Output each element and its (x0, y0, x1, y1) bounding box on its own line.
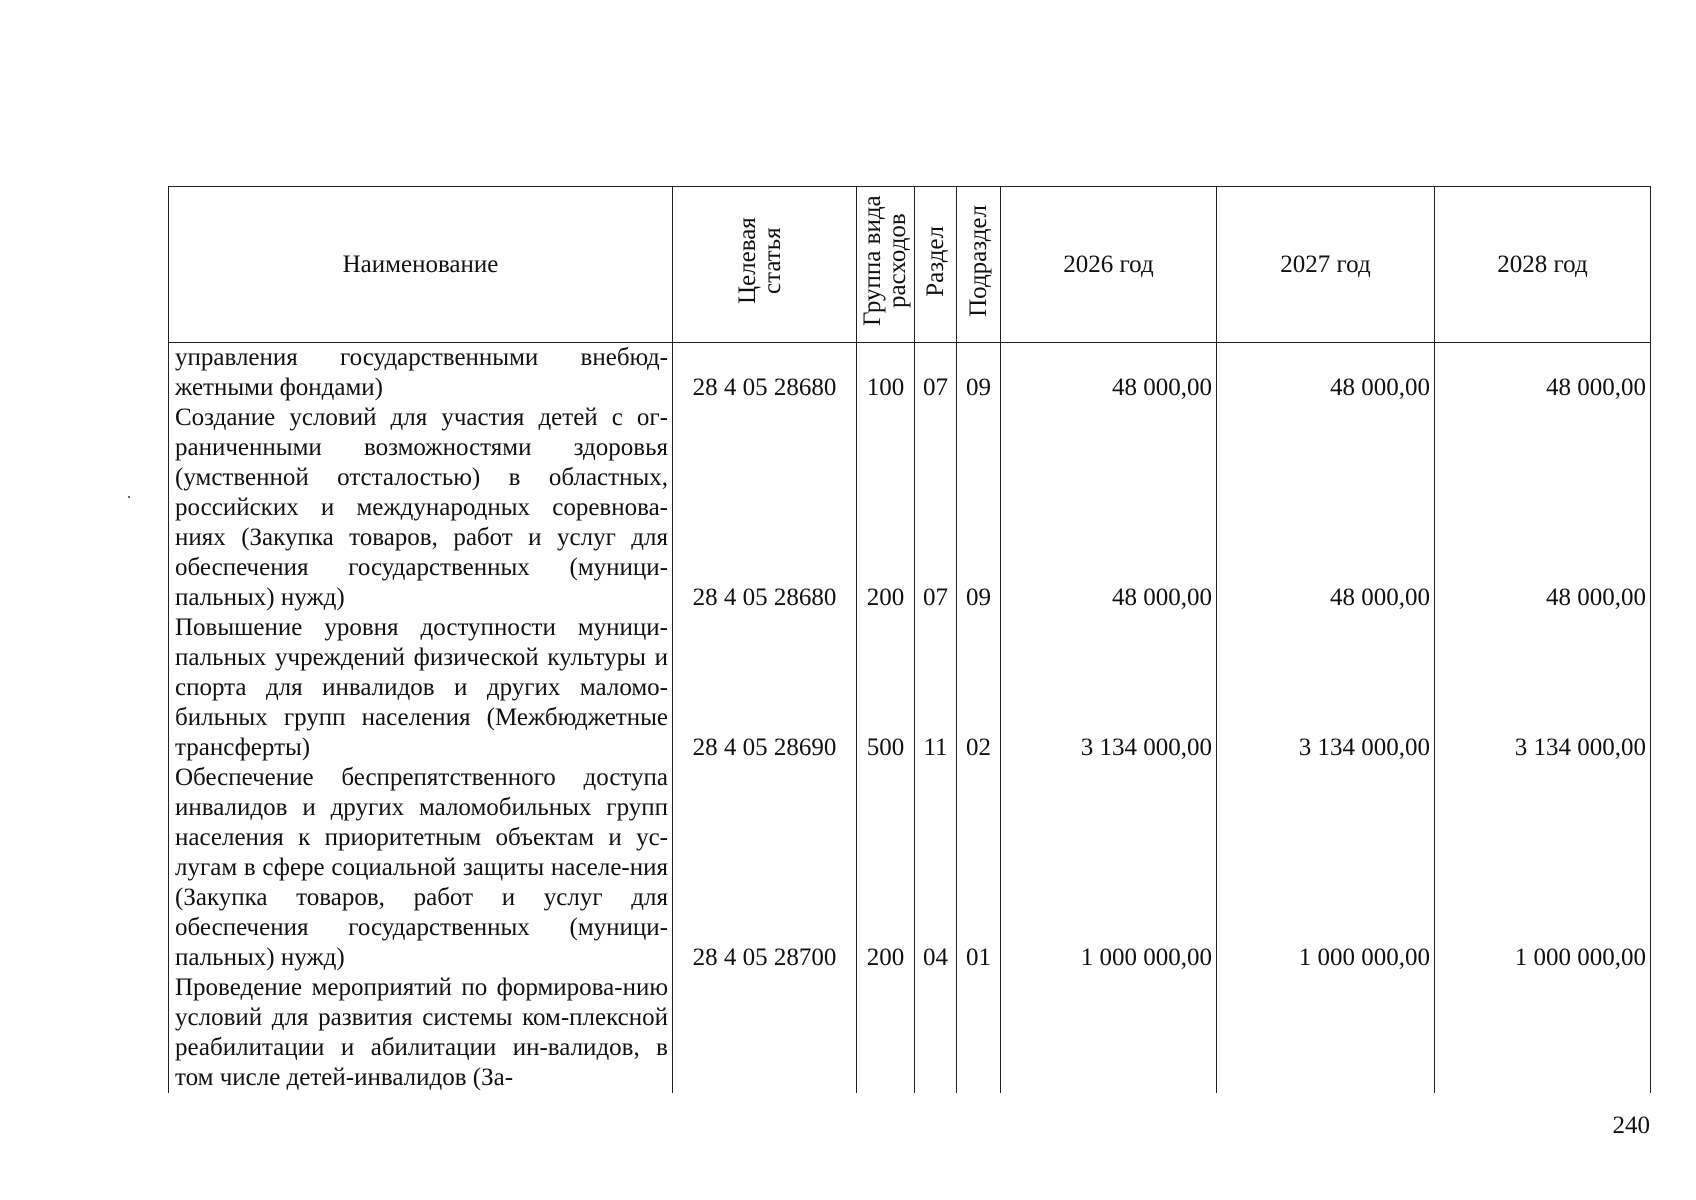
row-sum-2026: 48 000,00 (1001, 343, 1217, 404)
header-year-2028: 2028 год (1435, 187, 1651, 343)
page-number: 240 (1612, 1112, 1650, 1139)
table-row (169, 613, 1651, 763)
scan-speck (128, 496, 130, 498)
table-row (169, 763, 1651, 973)
row-section (915, 973, 957, 1093)
row-section: 07 (915, 403, 957, 613)
row-sum-2028: 48 000,00 (1435, 343, 1651, 404)
header-subsection: Подраздел (957, 187, 1001, 343)
row-section: 04 (915, 763, 957, 973)
header-year-2027: 2027 год (1217, 187, 1435, 343)
row-subsection: 09 (957, 403, 1001, 613)
header-section: Раздел (915, 187, 957, 343)
row-name: Обеспечение беспрепятственного доступа инвалидов и других маломобильных групп населения к приоритетным объектам и ус-лугам в сфере социальной защиты населе-ния (Закупка товаров, работ и услуг для обеспечения государственных (муници-пальных) нужд) (169, 763, 673, 973)
row-expense-group: 500 (857, 613, 915, 763)
table-row (169, 403, 1651, 613)
header-name: Наименование (169, 187, 673, 343)
table-row (169, 343, 1651, 404)
row-target-article (673, 973, 857, 1093)
row-sum-2026: 3 134 000,00 (1001, 613, 1217, 763)
row-sum-2026: 1 000 000,00 (1001, 763, 1217, 973)
row-target-article: 28 4 05 28700 (673, 763, 857, 973)
row-expense-group: 200 (857, 403, 915, 613)
row-name: Повышение уровня доступности муници-пальных учреждений физической культуры и спорта для инвалидов и других маломо-бильных групп населения (Межбюджетные трансферты) (169, 613, 673, 763)
header-expense-group: Группа вида расходов (857, 187, 915, 343)
row-subsection: 02 (957, 613, 1001, 763)
row-sum-2028: 3 134 000,00 (1435, 613, 1651, 763)
header-target-article: Целевая статья (673, 187, 857, 343)
row-section: 11 (915, 613, 957, 763)
row-sum-2026 (1001, 973, 1217, 1093)
row-expense-group: 200 (857, 763, 915, 973)
table-row (169, 973, 1651, 1093)
header-year-2026: 2026 год (1001, 187, 1217, 343)
row-subsection (957, 973, 1001, 1093)
row-sum-2027: 48 000,00 (1217, 343, 1435, 404)
row-sum-2028: 48 000,00 (1435, 403, 1651, 613)
header-row (169, 187, 1651, 343)
row-sum-2027 (1217, 973, 1435, 1093)
row-section: 07 (915, 343, 957, 404)
row-expense-group (857, 973, 915, 1093)
row-target-article: 28 4 05 28680 (673, 403, 857, 613)
row-sum-2026: 48 000,00 (1001, 403, 1217, 613)
row-subsection: 09 (957, 343, 1001, 404)
row-sum-2027: 1 000 000,00 (1217, 763, 1435, 973)
budget-table (168, 186, 1651, 1093)
row-subsection: 01 (957, 763, 1001, 973)
row-target-article: 28 4 05 28680 (673, 343, 857, 404)
row-name: управления государственными внебюд-жетными фондами) (169, 343, 673, 404)
row-name: Проведение мероприятий по формирова-нию условий для развития системы ком-плексной реабилитации и абилитации ин-валидов, в том числе детей-инвалидов (За- (169, 973, 673, 1093)
row-sum-2027: 3 134 000,00 (1217, 613, 1435, 763)
row-target-article: 28 4 05 28690 (673, 613, 857, 763)
row-sum-2028: 1 000 000,00 (1435, 763, 1651, 973)
row-expense-group: 100 (857, 343, 915, 404)
row-sum-2027: 48 000,00 (1217, 403, 1435, 613)
row-sum-2028 (1435, 973, 1651, 1093)
row-name: Создание условий для участия детей с ог-раниченными возможностями здоровья (умственной отсталостью) в областных, российских и международных соревнова-ниях (Закупка товаров, работ и услуг для обеспечения государственных (муници-пальных) нужд) (169, 403, 673, 613)
